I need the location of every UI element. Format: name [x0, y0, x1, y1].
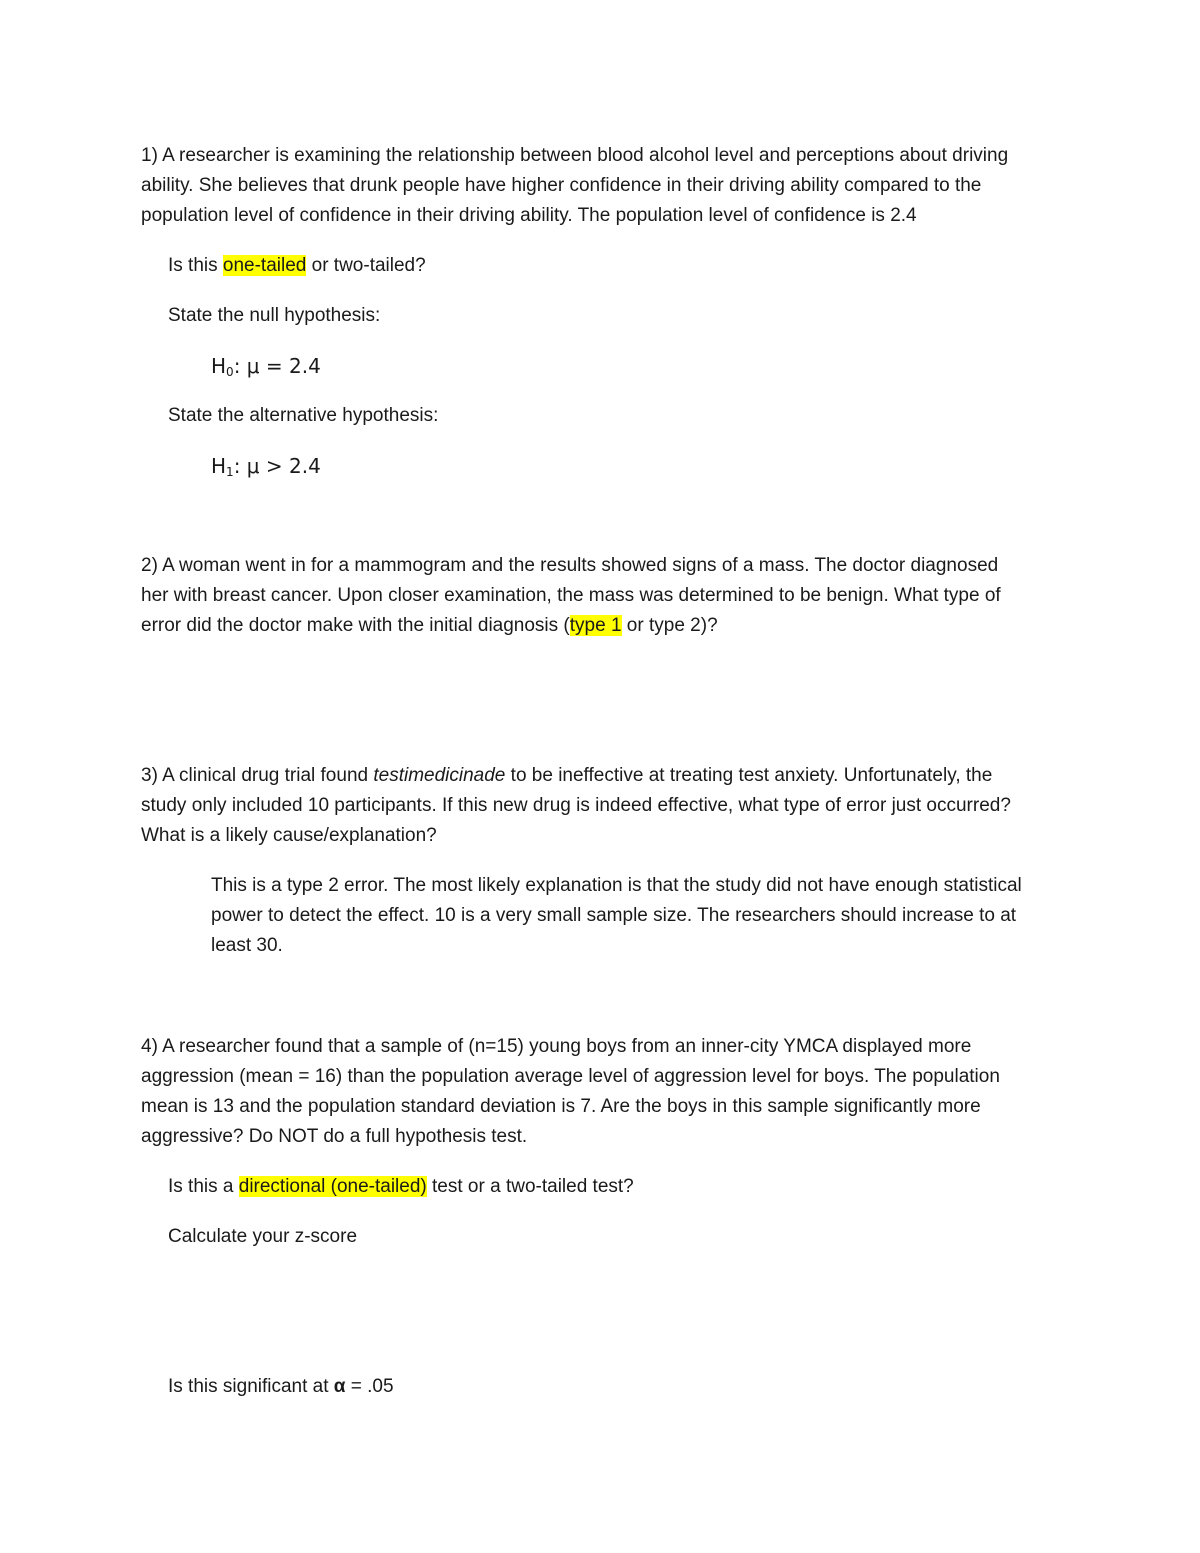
q1-alt-hypothesis: [211, 454, 321, 481]
q3-line1-suffix: to be ineffective at treating test anxiety. Unfortunately, the: [505, 765, 993, 786]
q4-text-line-2: aggression (mean = 16) than the population average level of aggression level for boys. The population: [141, 1066, 1000, 1087]
q4-sig-prefix: Is this significant at: [168, 1376, 334, 1397]
h0-letter: H: [211, 354, 227, 378]
q2-text-line-1: 2) A woman went in for a mammogram and the results showed signs of a mass. The doctor diagnosed: [141, 555, 999, 576]
q1-tail-question: [168, 254, 426, 278]
q3-answer-line-2: power to detect the effect. 10 is a very small sample size. The researchers should increase to at: [211, 905, 1017, 926]
q4-highlighted-answer: directional (one-tailed): [238, 1176, 427, 1197]
q2-text-line-3: [141, 614, 718, 638]
q4-significance-question: [168, 1375, 394, 1399]
q1-text-line-1: 1) A researcher is examining the relationship between blood alcohol level and perceptions about driving: [141, 145, 1009, 166]
q4-direction-question: [168, 1175, 634, 1199]
q2-line3-prefix: error did the doctor make with the initial diagnosis (: [141, 615, 570, 636]
q3-text-line-3: What is a likely cause/explanation?: [141, 825, 437, 846]
q3-drug-name: testimedicinade: [373, 765, 506, 786]
q3-text-line-1: [141, 764, 992, 788]
q1-null-hypothesis: [211, 354, 321, 381]
q3-answer-line-1: This is a type 2 error. The most likely explanation is that the study did not have enough statistical: [211, 875, 1022, 896]
q2-highlighted-answer: type 1: [569, 615, 622, 636]
q1-alt-label: State the alternative hypothesis:: [168, 405, 439, 426]
q4-calc-prompt: Calculate your z-score: [168, 1226, 358, 1247]
q2-text-line-2: her with breast cancer. Upon closer examination, the mass was determined to be benign. What type of: [141, 585, 1001, 606]
q4-direction-prefix: Is this a: [168, 1176, 239, 1197]
q4-text-line-4: aggressive? Do NOT do a full hypothesis test.: [141, 1126, 528, 1147]
q4-sig-suffix: = .05: [345, 1376, 394, 1397]
q3-answer-line-3: least 30.: [211, 935, 283, 956]
q1-null-label: State the null hypothesis:: [168, 305, 381, 326]
h1-expression: : μ > 2.4: [233, 454, 321, 478]
q1-tail-question-prefix: Is this: [168, 255, 223, 276]
alpha-symbol: α: [333, 1376, 346, 1397]
q4-text-line-3: mean is 13 and the population standard deviation is 7. Are the boys in this sample significantly more: [141, 1096, 981, 1117]
h1-subscript: 1: [226, 465, 234, 479]
q1-highlighted-answer: one-tailed: [222, 255, 307, 276]
q4-direction-suffix: test or a two-tailed test?: [426, 1176, 634, 1197]
h0-subscript: 0: [226, 365, 234, 379]
q3-text-line-2: study only included 10 participants. If this new drug is indeed effective, what type of error just occurred?: [141, 795, 1011, 816]
q1-text-line-2: ability. She believes that drunk people have higher confidence in their driving ability compared to the: [141, 175, 982, 196]
h1-letter: H: [211, 454, 227, 478]
q1-tail-question-suffix: or two-tailed?: [306, 255, 426, 276]
h0-expression: : μ = 2.4: [233, 354, 321, 378]
q1-text-line-3: population level of confidence in their driving ability. The population level of confidence is 2.4: [141, 205, 917, 226]
q4-text-line-1: 4) A researcher found that a sample of (n=15) young boys from an inner-city YMCA displayed more: [141, 1036, 972, 1057]
q3-line1-prefix: 3) A clinical drug trial found: [141, 765, 374, 786]
q2-line3-suffix: or type 2)?: [621, 615, 718, 636]
